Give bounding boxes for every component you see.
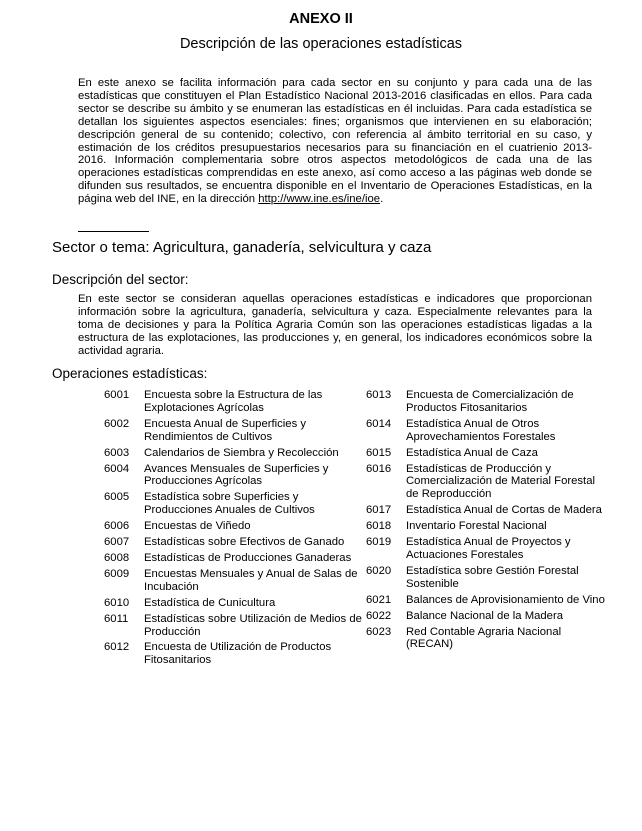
- operation-code: 6002: [104, 417, 130, 430]
- operation-item: [104, 641, 364, 667]
- operation-item: [366, 520, 606, 533]
- intro-paragraph: [78, 77, 592, 206]
- operation-code: 6018: [366, 520, 392, 533]
- ioe-link[interactable]: http://www.ine.es/ine/ioe: [258, 193, 381, 206]
- operation-name: Estadísticas de Producciones Ganaderas: [144, 551, 352, 564]
- operation-name: Balances de Aprovisionamiento de Vino: [406, 593, 605, 606]
- operation-item: [104, 597, 364, 610]
- intro-end: .: [380, 193, 384, 206]
- operation-code: 6005: [104, 491, 130, 504]
- operation-item: [104, 552, 364, 565]
- operation-name: Balance Nacional de la Madera: [406, 609, 563, 622]
- operation-item: [104, 613, 364, 639]
- operation-name: Encuesta sobre la Estructura de las Explotaciones Agrícolas: [144, 389, 323, 414]
- operation-name: Encuesta de Utilización de Productos Fitosanitarios: [144, 641, 332, 667]
- operation-code: 6019: [366, 536, 392, 549]
- operation-name: Inventario Forestal Nacional: [406, 520, 547, 533]
- operation-code: 6004: [104, 462, 130, 475]
- operation-code: 6011: [104, 612, 129, 625]
- operation-item: [104, 520, 364, 533]
- sector-title: Sector o tema: Agricultura, ganadería, selvicultura y caza: [52, 239, 432, 256]
- sector-description: En este sector se consideran aquellas operaciones estadísticas e indicadores que proporcionan información sobre la agricultura, ganadería, selvicultura y caza. Especialmente relevantes para la toma de decisiones y para la Política Agraria Común son las operaciones estadísticas ligadas a la estructura de las explotaciones, las producciones y, en general, los indicadores económicos sobre la actividad agraria.: [78, 293, 592, 357]
- operation-item: [366, 565, 606, 591]
- operation-code: 6023: [366, 625, 392, 638]
- operation-item: [366, 610, 606, 623]
- operation-item: [104, 418, 364, 444]
- operation-name: Estadística sobre Superficies y Producciones Anuales de Cultivos: [144, 491, 315, 517]
- operation-code: 6017: [366, 504, 392, 517]
- operation-name: Avances Mensuales de Superficies y Producciones Agrícolas: [144, 462, 329, 488]
- operation-code: 6022: [366, 609, 392, 622]
- operation-item: [366, 389, 606, 415]
- operation-code: 6020: [366, 564, 392, 577]
- operation-name: Encuesta Anual de Superficies y Rendimientos de Cultivos: [144, 417, 307, 443]
- operation-item: [104, 491, 364, 517]
- operation-item: [366, 463, 606, 502]
- operation-item: [366, 418, 606, 444]
- operation-code: 6021: [366, 593, 392, 606]
- operation-name: Estadísticas sobre Utilización de Medios de Producción: [144, 612, 362, 638]
- operation-item: [366, 504, 606, 517]
- annex-title: ANEXO II: [289, 11, 353, 27]
- separator-rule: [78, 231, 149, 232]
- operations-list-right: [366, 389, 606, 654]
- operation-name: Estadísticas sobre Efectivos de Ganado: [144, 536, 345, 549]
- operation-name: Estadística Anual de Cortas de Madera: [406, 504, 602, 517]
- operation-name: Estadística Anual de Caza: [406, 446, 538, 459]
- operation-code: 6010: [104, 596, 130, 609]
- operation-item: [366, 536, 606, 562]
- operation-code: 6007: [104, 536, 130, 549]
- operation-code: 6008: [104, 551, 130, 564]
- intro-text: En este anexo se facilita información para cada sector en su conjunto y para cada una de las estadísticas que constituyen el Plan Estadístico Nacional 2013-2016 clasificadas en ellos. Para cada sector se describe su ámbito y se enumeran las estadísticas en él incluidas. Para cada estadística se detallan los siguientes aspectos esenciales: fines; organismos que intervienen en su elaboración; descripción general de su contenido; colectivo, con referencia al ámbito territorial en su caso, y estimación de los créditos presupuestarios necesarios para su financiación en el cuatrienio 2013-2016. Información complementaria sobre otros aspectos metodológicos de cada una de las operaciones estadísticas comprendidas en este anexo, así como acceso a las páginas web donde se difunden sus resultados, se encuentra disponible en el Inventario de Operaciones Estadísticas, en la página web del INE, en la dirección: [78, 77, 592, 206]
- operation-item: [366, 594, 606, 607]
- operation-item: [104, 389, 364, 415]
- sector-description-heading: Descripción del sector:: [52, 272, 189, 287]
- operation-name: Calendarios de Siembra y Recolección: [144, 446, 339, 459]
- operation-name: Red Contable Agraria Nacional (RECAN): [406, 625, 562, 651]
- annex-subtitle: Descripción de las operaciones estadísticas: [179, 36, 463, 52]
- operation-name: Encuestas de Viñedo: [144, 520, 251, 533]
- operation-item: [104, 447, 364, 460]
- operation-item: [104, 568, 364, 594]
- operation-item: [104, 536, 364, 549]
- operation-code: 6012: [104, 641, 130, 654]
- operation-name: Estadística de Cunicultura: [144, 596, 276, 609]
- operation-name: Encuesta de Comercialización de Productos Fitosanitarios: [406, 389, 574, 414]
- operation-name: Estadísticas de Producción y Comercialización de Material Forestal de Reproducción: [406, 462, 595, 501]
- operation-item: [104, 463, 364, 489]
- operation-code: 6001: [104, 389, 130, 401]
- operation-name: Estadística Anual de Proyectos y Actuaciones Forestales: [406, 536, 571, 561]
- operations-heading: Operaciones estadísticas:: [52, 366, 208, 381]
- operations-list-left: [104, 389, 364, 670]
- operation-code: 6009: [104, 567, 130, 580]
- operation-code: 6015: [366, 446, 392, 459]
- operation-code: 6013: [366, 389, 392, 401]
- operation-code: 6006: [104, 520, 130, 533]
- operation-item: [366, 447, 606, 460]
- operation-code: 6003: [104, 446, 130, 459]
- operation-name: Estadística sobre Gestión Forestal Sostenible: [406, 564, 579, 590]
- operation-name: Encuestas Mensuales y Anual de Salas de Incubación: [144, 567, 358, 593]
- operation-code: 6016: [366, 462, 392, 475]
- operation-name: Estadística Anual de Otros Aprovechamientos Forestales: [406, 417, 556, 443]
- operation-code: 6014: [366, 417, 392, 430]
- operation-item: [366, 626, 606, 652]
